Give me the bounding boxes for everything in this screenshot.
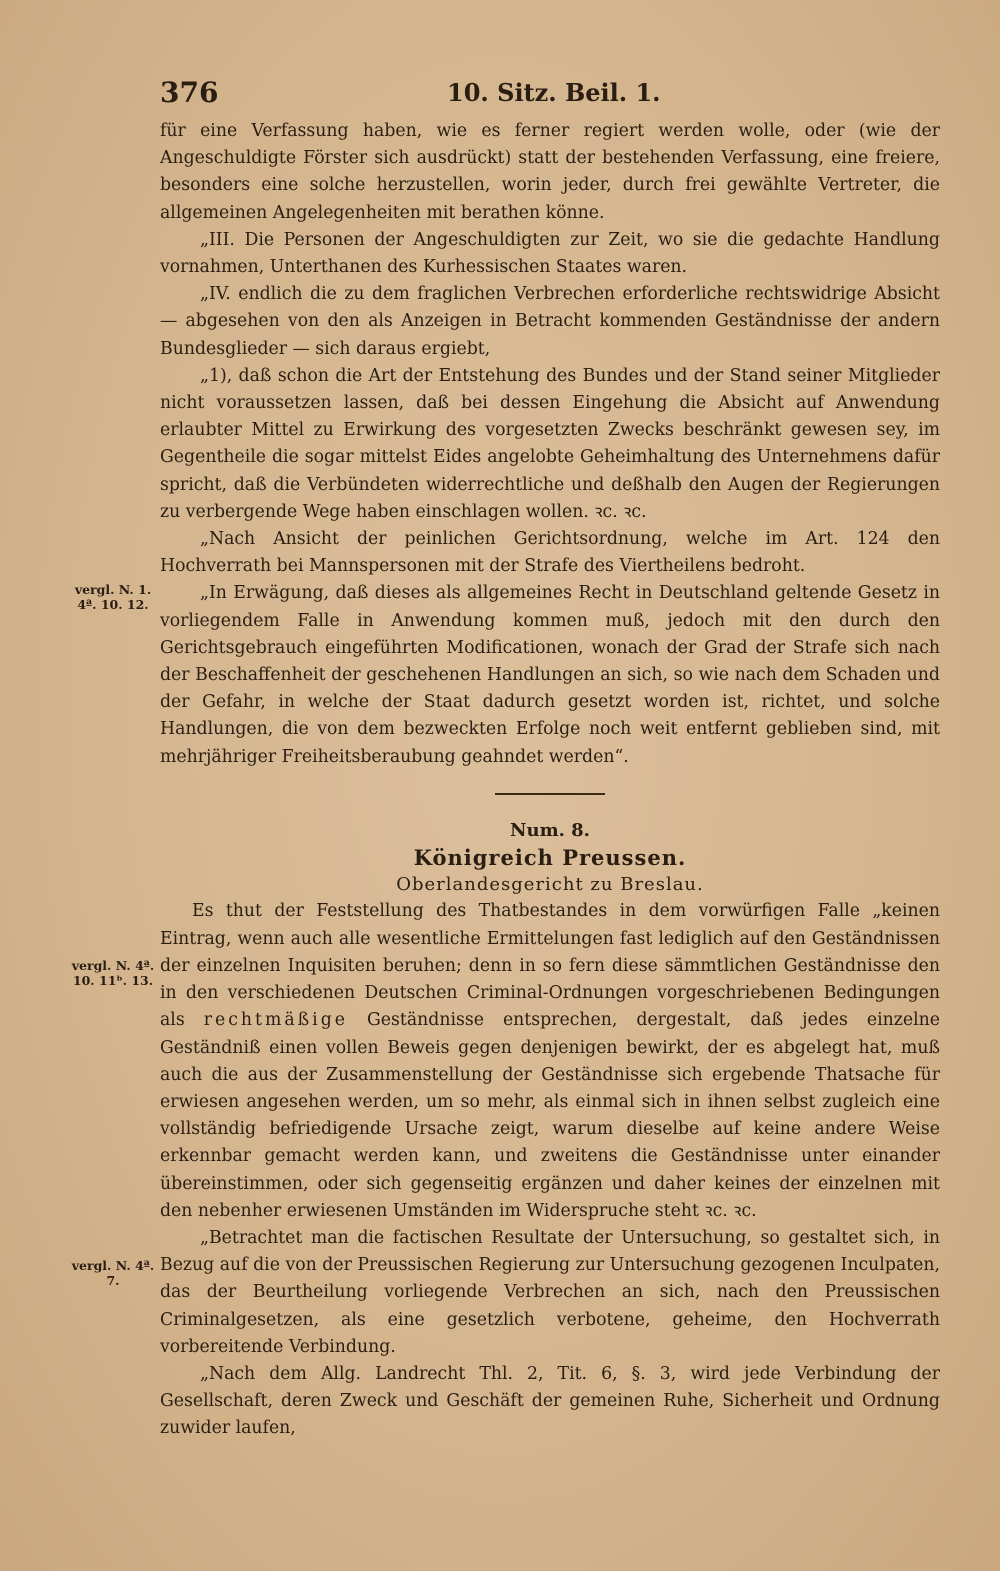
margin-note-1: vergl. N. 1. 4ª. 10. 12. [74,582,152,612]
paragraph-iv: „IV. endlich die zu dem fraglichen Verbrechen erforderliche rechtswidrige Absicht — abgesehen von den als Anzeigen in Betracht kommenden Geständnisse der andern Bundesglieder — sich daraus ergiebt, [160,284,940,359]
paragraph-1: „1), daß schon die Art der Entstehung des Bundes und der Stand seiner Mitglieder nicht voraussetzen lassen, daß bei dessen Eingehung die Absicht auf Anwendung erlaubter Mittel zu Erwirkung des vorgesetzten Zwecks beschränkt gewesen sey, im Gegentheile die sogar mittelst Eides angelobte Geheimhaltung des Unternehmens dafür spricht, daß die Verbündeten widerrechtliche und deßhalb den Augen der Regierungen zu verbergende Wege haben einschlagen wollen. ꝛc. ꝛc. [160,365,940,522]
section-title: Königreich Preussen. [413,845,687,871]
paragraph-betrachtet: „Betrachtet man die factischen Resultate der Untersuchung, so gestaltet sich, in Bezug auf die von der Preussischen Regierung zur Untersuchung gezogenen Inculpaten, das der Beurtheilung vorliegende Verbrechen an sich, nach den Preussischen Criminalgesetzen, als eine gesetzlich verbotene, geheime, den Hochverrath vorbereitende Verbindung. [160,1227,940,1357]
section-divider [495,793,605,795]
section-subtitle: Oberlandesgericht zu Breslau. [396,874,704,896]
paragraph-es-thut-part-1: Es thut der Feststellung des Thatbestandes in dem vorwürfigen Falle „keinen Eintrag, wenn auch alle wesentliche Ermittelungen fast lediglich auf den Geständnissen der einzelnen Inquisiten beruhen; denn in so fern diese sämmtlichen Geständnisse den in den verschiedenen Deutschen Criminal-Ordnungen vorgeschriebenen Bedingungen als [160,901,940,1031]
page-number: 376 [160,76,219,109]
paragraph-continuation: für eine Verfassung haben, wie es ferner regiert werden wolle, oder (wie der Angeschuldigte Förster sich ausdrückt) statt der bestehenden Verfassung, eine freiere, besonders eine solche herzustellen, worin jeder, durch frei gewählte Vertreter, die allgemeinen Angelegenheiten mit berathen könne. [160,121,940,223]
spaced-emphasis: rechtmäßige [203,1010,348,1031]
paragraph-es-thut [160,898,940,1224]
section-number: Num. 8. [510,819,590,841]
page-header [160,76,940,116]
paragraph-iii: „III. Die Personen der Angeschuldigten zur Zeit, wo sie die gedachte Handlung vornahmen, Unterthanen des Kurhessischen Staates waren. [160,229,940,278]
margin-note-3: vergl. N. 4ª. 7. [71,1258,155,1288]
page-body [160,118,940,1443]
running-head: 10. Sitz. Beil. 1. [447,78,661,107]
paragraph-nach-ansicht: „Nach Ansicht der peinlichen Gerichtsordnung, welche im Art. 124 den Hochverrath bei Mannspersonen mit der Strafe des Viertheilens bedroht. [160,529,940,577]
margin-note-2: vergl. N. 4ª. 10. 11ᵇ. 13. [71,958,155,988]
paragraph-in-erwaegung: „In Erwägung, daß dieses als allgemeines Recht in Deutschland geltende Gesetz in vorliegendem Falle in Anwendung kommen muß, jedoch mit den durch den Gerichtsgebrauch eingeführten Modificationen, wonach der Grad der Strafe sich nach der Beschaffenheit der geschehenen Handlungen an sich, so wie nach dem Schaden und der Gefahr, in welche der Staat dadurch gesetzt worden ist, richtet, und solche Handlungen, die von dem bezweckten Erfolge noch weit entfernt geblieben sind, mit mehrjähriger Freiheitsberaubung geahndet werden“. [160,583,940,767]
paragraph-nach-dem-landrecht: „Nach dem Allg. Landrecht Thl. 2, Tit. 6, §. 3, wird jede Verbindung der Gesellschaft, deren Zweck und Geschäft der gemeinen Ruhe, Sicherheit und Ordnung zuwider laufen, [160,1363,940,1439]
paragraph-es-thut-part-2: Geständnisse entsprechen, dergestalt, daß jedes einzelne Geständniß einen vollen Beweis gegen denjenigen bewirkt, der es abgelegt hat, muß auch die aus der Zusammenstellung der Geständnisse sich ergebende Thatsache für erwiesen angesehen werden, um so mehr, als einmal sich in ihnen selbst zugleich eine vollständig befriedigende Ursache zeigt, warum dieselbe auf keine andere Weise erkennbar gemacht werden kann, und zweitens die Geständnisse unter einander übereinstimmen, oder sich gegenseitig ergänzen und daher keines der einzelnen mit den nebenher erwiesenen Umständen im Widerspruche steht ꝛc. ꝛc. [160,1010,940,1221]
